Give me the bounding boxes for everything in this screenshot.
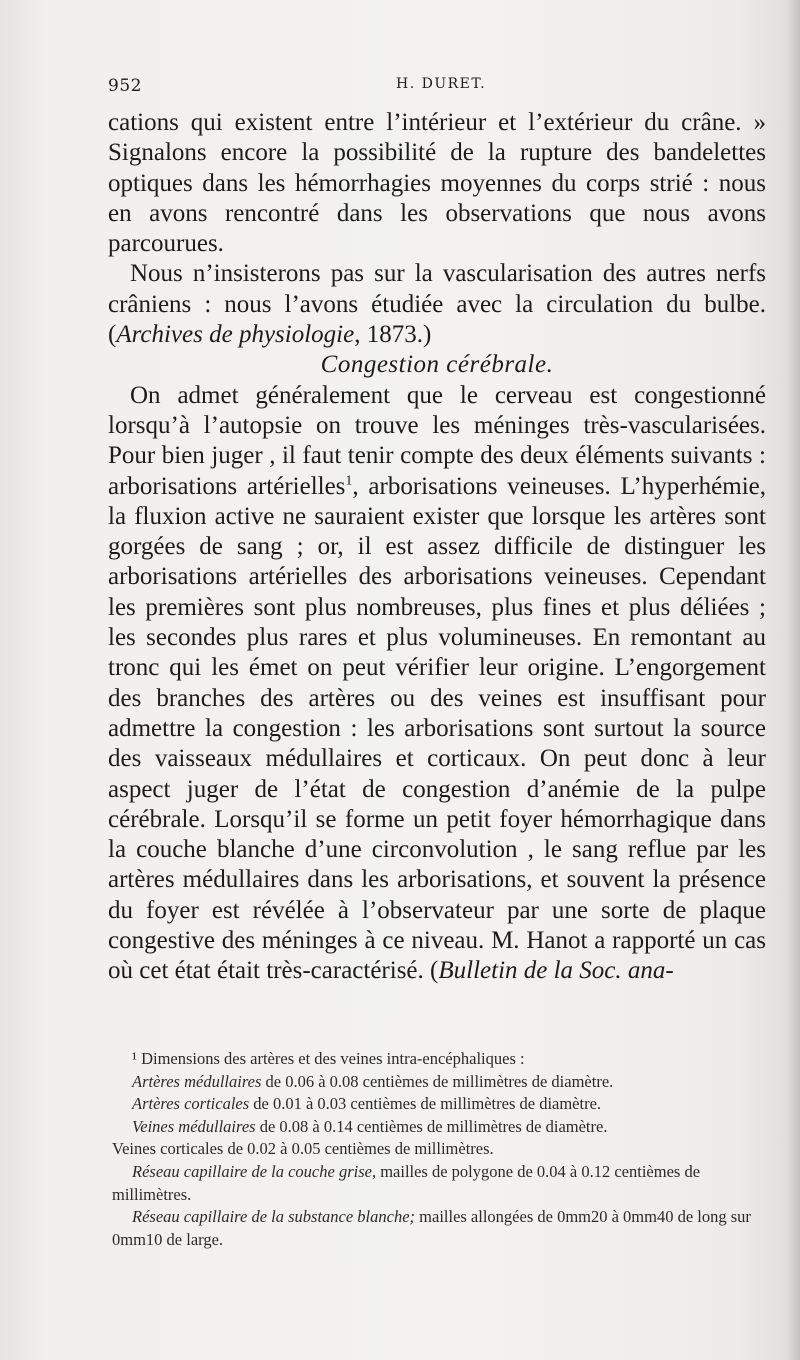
paragraph-2-tail: , 1873.) bbox=[354, 321, 432, 349]
footnote-text: de 0.01 à 0.03 centièmes de millimètres de diamètre. bbox=[249, 1094, 602, 1114]
paragraph-2-lead: Nous n’insisterons pas sur la vascularisation des autres nerfs crâniens : nous l’avons étudiée avec la circulation du bulbe. ( bbox=[108, 260, 766, 349]
footnote-text: , mailles de polygone de 0.04 à 0.12 centièmes de millimètres. bbox=[112, 1161, 701, 1204]
section-title: Congestion cérébrale. bbox=[320, 351, 554, 379]
footnote-line bbox=[112, 1161, 768, 1206]
footnote-line bbox=[112, 1071, 768, 1094]
footnote-label: Réseau capillaire de la couche grise bbox=[132, 1161, 372, 1181]
journal-reference: Archives de physiologie bbox=[116, 321, 355, 349]
footnote-label: Artères médullaires bbox=[132, 1071, 262, 1091]
footnote-intro bbox=[112, 1048, 768, 1071]
footnote-text: mailles allongées de 0mm20 à 0mm40 de long sur 0mm10 de large. bbox=[112, 1207, 751, 1249]
footnote-marker: 1 bbox=[345, 473, 353, 489]
page-spine-shadow bbox=[786, 0, 800, 1360]
footnote-label: Veines médullaires bbox=[132, 1116, 256, 1136]
page-number: 952 bbox=[108, 76, 142, 96]
footnote-line bbox=[112, 1093, 768, 1116]
paragraph-3-a: On admet généralement que le cerveau est congestionné lorsqu’à l’autopsie on trouve les méninges très-vascularisées. Pour bien juger , il faut tenir compte des deux éléments suivants : arborisations artérielles bbox=[108, 381, 766, 500]
footnote-label: Réseau capillaire de la substance blanche; bbox=[132, 1207, 416, 1227]
footnote-text: Veines corticales de 0.02 à 0.05 centièmes de millimètres. bbox=[112, 1139, 494, 1159]
footnotes bbox=[112, 1048, 768, 1251]
paragraph-2 bbox=[108, 259, 766, 350]
footnote-label: Artères corticales bbox=[132, 1094, 250, 1114]
footnote-line bbox=[112, 1206, 768, 1251]
running-head: H. DURET. bbox=[396, 76, 487, 92]
page-header bbox=[108, 76, 768, 104]
paragraph-1: cations qui existent entre l’intérieur et l’extérieur du crâne. » Signalons encore la possibilité de la rupture des bandelettes optiques dans les hémorrhagies moyennes du corps strié : nous en avons rencontré dans les observations que nous avons parcourues. bbox=[108, 109, 766, 258]
bulletin-reference: Bulletin de la Soc. ana- bbox=[438, 957, 674, 985]
footnote-line bbox=[112, 1138, 768, 1161]
footnote-intro-text: Dimensions des artères et des veines intra-encéphaliques : bbox=[141, 1049, 525, 1068]
footnote-text: de 0.06 à 0.08 centièmes de millimètres de diamètre. bbox=[261, 1071, 614, 1091]
paragraph-3 bbox=[108, 381, 766, 987]
paragraph-3-b: , arborisations veineuses. L’hyperhémie, la fluxion active ne sauraient exister que lorsque les artères sont gorgées de sang ; or, il est assez difficile de distinguer les arborisations artérielles des arborisations veineuses. Cependant les premières sont plus nombreuses, plus fines et plus déliées ; les secondes plus rares et plus volumineuses. En remontant au tronc qui les émet on peut vérifier leur origine. L’engorgement des branches des artères ou des veines est insuffisant pour admettre la congestion : les arborisations sont surtout la source des vaisseaux médullaires et corticaux. On peut donc à leur aspect juger de l’état de congestion d’anémie de la pulpe cérébrale. Lorsqu’il se forme un petit foyer hémorrhagique dans la couche blanche d’une circonvolution , le sang reflue par les artères médullaires dans les arborisations, et souvent la présence du foyer est révélée à l’observateur par une sorte de plaque congestive des méninges à ce niveau. M. Hanot a rapporté un cas où cet état était très-caractérisé. ( bbox=[108, 472, 767, 985]
body-text bbox=[108, 108, 766, 987]
footnote-line bbox=[112, 1116, 768, 1139]
footnote-mark: ¹ bbox=[132, 1049, 137, 1068]
footnote-text: de 0.08 à 0.14 centièmes de millimètres de diamètre. bbox=[255, 1116, 608, 1136]
